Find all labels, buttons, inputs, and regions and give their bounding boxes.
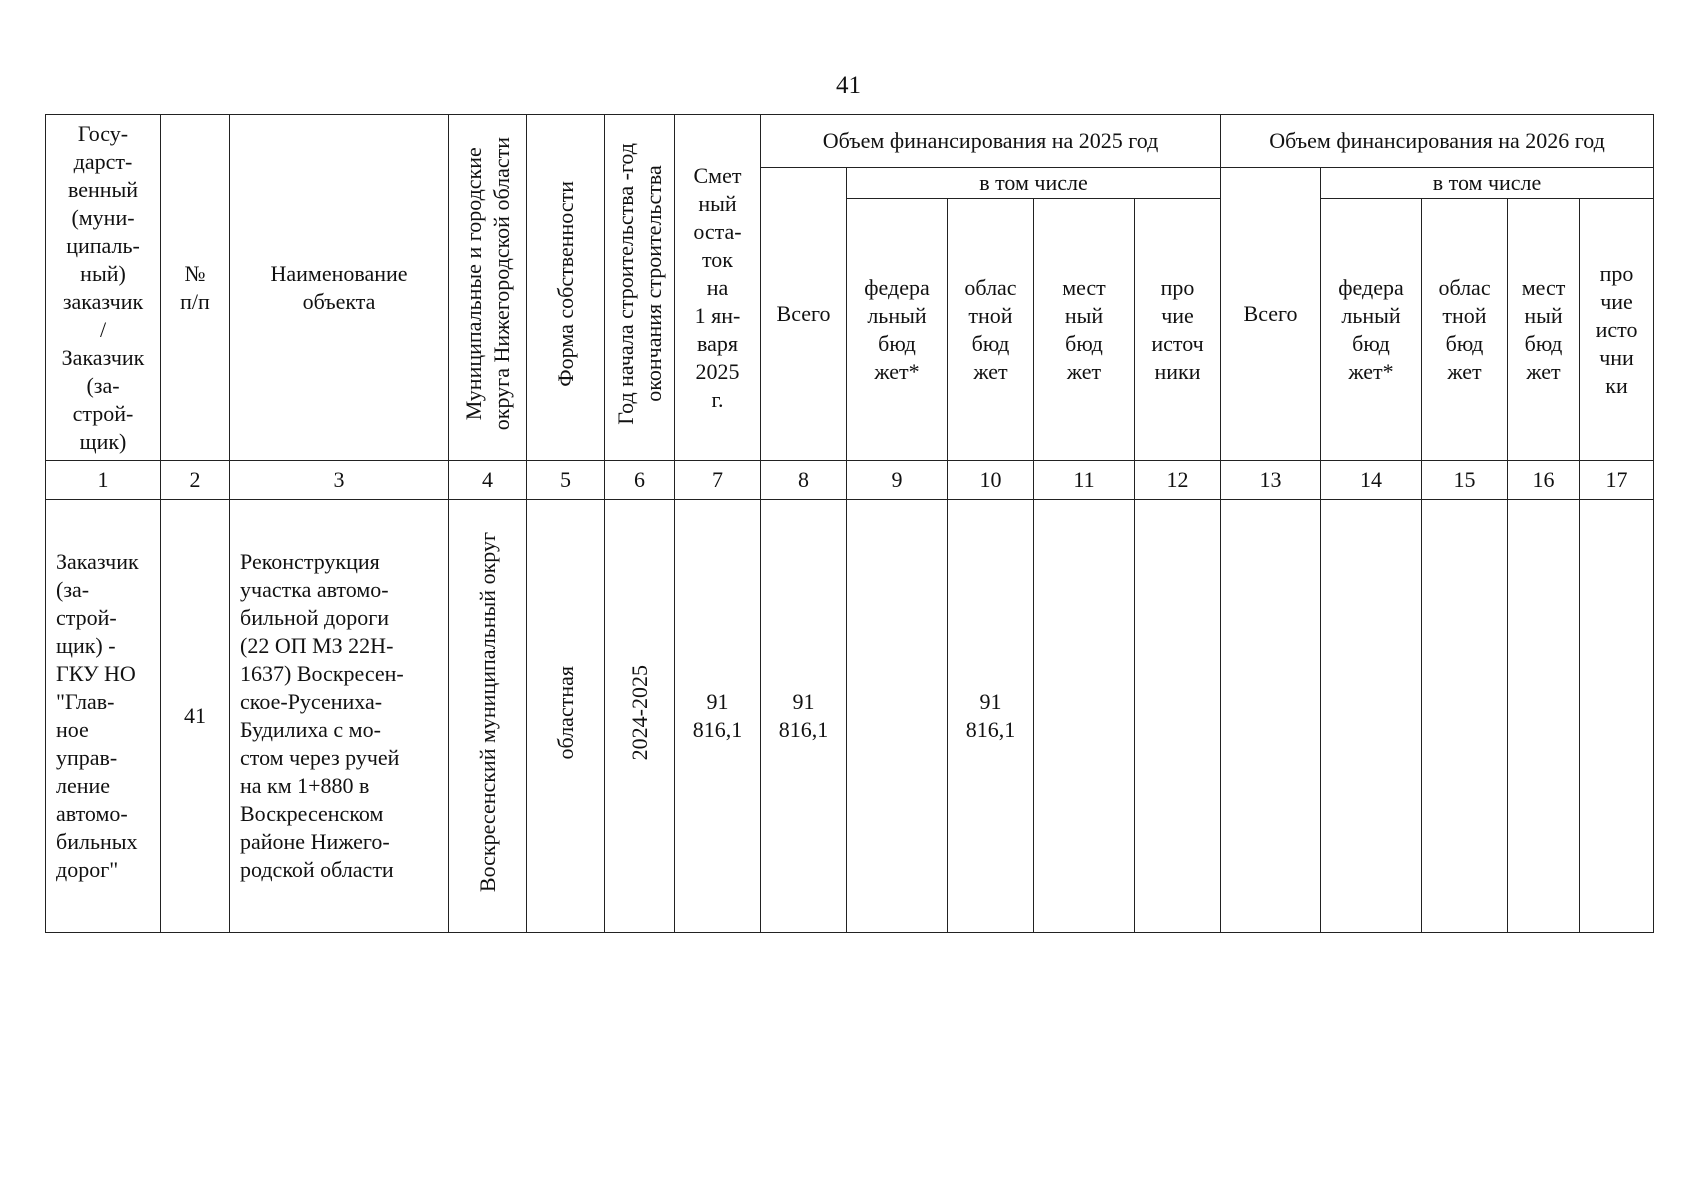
- header-federal-2026: федера льный бюд жет*: [1321, 199, 1422, 461]
- cell-estimate: 91 816,1: [675, 500, 761, 933]
- cell-municipal: [449, 500, 527, 933]
- column-number: 9: [847, 461, 948, 500]
- column-number: 5: [527, 461, 605, 500]
- header-other-2026: про чие исто чни ки: [1580, 199, 1654, 461]
- column-number: 8: [761, 461, 847, 500]
- header-including-2025: в том числе: [847, 168, 1221, 199]
- cell-municipal-text: Воскресенский муниципальный округ: [474, 532, 500, 893]
- cell-local-2026: [1508, 500, 1580, 933]
- header-ownership: [527, 115, 605, 461]
- cell-other-2025: [1135, 500, 1221, 933]
- cell-regional-2026: [1422, 500, 1508, 933]
- cell-federal-2025: [847, 500, 948, 933]
- column-number: 14: [1321, 461, 1422, 500]
- cell-years-text: 2024-2025: [626, 664, 652, 761]
- column-numbers-row: [46, 461, 1654, 500]
- header-regional-2025: облас тной бюд жет: [948, 199, 1034, 461]
- column-number: 13: [1221, 461, 1321, 500]
- header-ownership-text: Форма собственности: [552, 181, 578, 387]
- header-total-2025: Всего: [761, 168, 847, 461]
- cell-ownership-text: областная: [552, 665, 578, 760]
- header-regional-2026: облас тной бюд жет: [1422, 199, 1508, 461]
- column-number: 11: [1034, 461, 1135, 500]
- header-total-2026: Всего: [1221, 168, 1321, 461]
- column-number: 4: [449, 461, 527, 500]
- cell-total-2026: [1221, 500, 1321, 933]
- financing-table: [45, 114, 1654, 933]
- header-local-2026: мест ный бюд жет: [1508, 199, 1580, 461]
- column-number: 15: [1422, 461, 1508, 500]
- column-number: 10: [948, 461, 1034, 500]
- header-municipal-text: Муниципальные и городские округа Нижегородской области: [460, 137, 514, 431]
- cell-customer: Заказчик (за- строй- щик) - ГКУ НО "Глав- ное управ- ление автомо- бильных дорог": [46, 500, 161, 933]
- header-years-text: Год начала строительства -год окончания строительства: [612, 143, 666, 425]
- header-index: № п/п: [161, 115, 230, 461]
- cell-federal-2026: [1321, 500, 1422, 933]
- header-other-2025: про чие источ ники: [1135, 199, 1221, 461]
- column-number: 17: [1580, 461, 1654, 500]
- header-including-2026: в том числе: [1321, 168, 1654, 199]
- column-number: 3: [230, 461, 449, 500]
- column-number: 7: [675, 461, 761, 500]
- column-number: 16: [1508, 461, 1580, 500]
- cell-index: 41: [161, 500, 230, 933]
- column-number: 12: [1135, 461, 1221, 500]
- header-local-2025: мест ный бюд жет: [1034, 199, 1135, 461]
- cell-object-name: Реконструкция участка автомо- бильной дороги (22 ОП МЗ 22Н- 1637) Воскресен- ское-Русениха- Будилиха с мо- стом через ручей на км 1+880 в Воскресенском районе Нижего- родской области: [230, 500, 449, 933]
- header-years: [605, 115, 675, 461]
- header-object-name: Наименование объекта: [230, 115, 449, 461]
- cell-regional-2025: 91 816,1: [948, 500, 1034, 933]
- cell-local-2025: [1034, 500, 1135, 933]
- header-municipal: [449, 115, 527, 461]
- column-number: 2: [161, 461, 230, 500]
- cell-other-2026: [1580, 500, 1654, 933]
- header-customer: Госу- дарст- венный (муни- ципаль- ный) заказчик / Заказчик (за- строй- щик): [46, 115, 161, 461]
- cell-ownership: [527, 500, 605, 933]
- cell-years: [605, 500, 675, 933]
- cell-total-2025: 91 816,1: [761, 500, 847, 933]
- table-row: [46, 500, 1654, 933]
- header-federal-2025: федера льный бюд жет*: [847, 199, 948, 461]
- header-group-2026: Объем финансирования на 2026 год: [1221, 115, 1654, 168]
- column-number: 6: [605, 461, 675, 500]
- header-group-2025: Объем финансирования на 2025 год: [761, 115, 1221, 168]
- page-number: 41: [836, 72, 861, 99]
- column-number: 1: [46, 461, 161, 500]
- header-estimate: Смет ный оста- ток на 1 ян- варя 2025 г.: [675, 115, 761, 461]
- header-row-1: [46, 115, 1654, 168]
